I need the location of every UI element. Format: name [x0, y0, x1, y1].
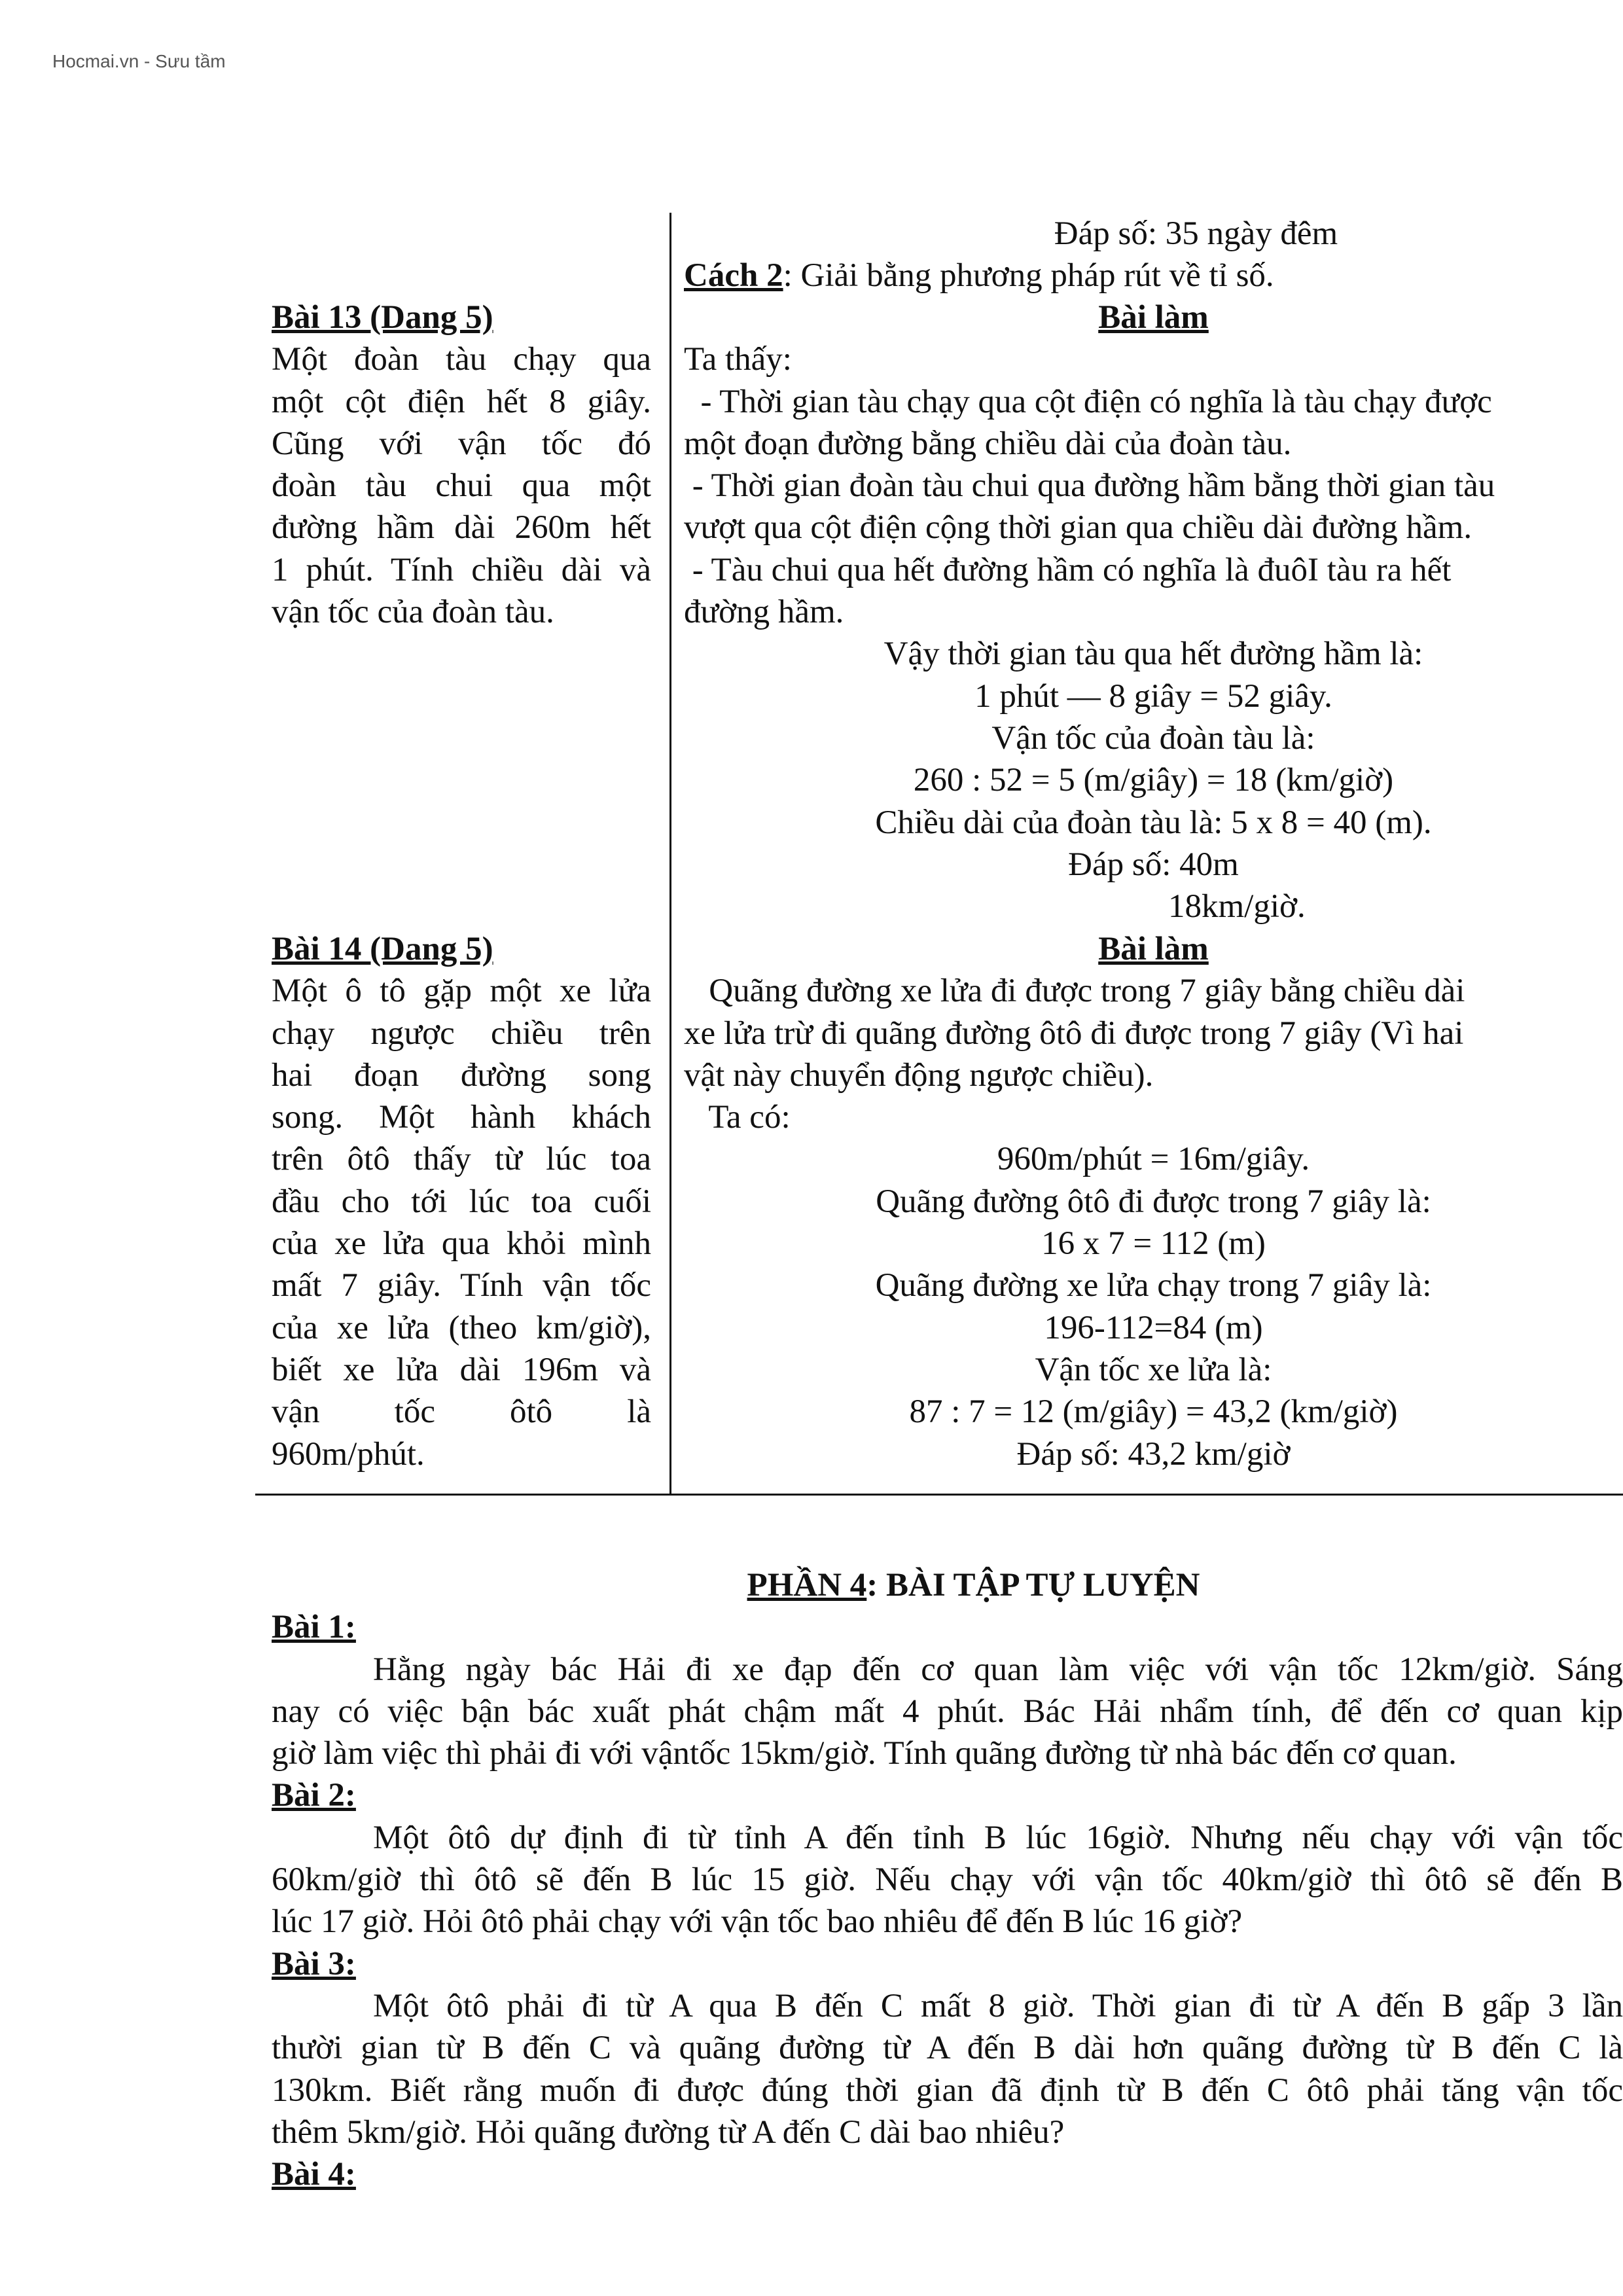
bai13-title: Bài 13 (Dang 5)	[272, 299, 493, 336]
bai14-title: Bài 14 (Dang 5)	[272, 931, 493, 967]
bai14-line: đầu cho tới lúc toa cuối	[272, 1183, 651, 1220]
solution-answer: Đáp số: 43,2 km/giờ	[1016, 1435, 1291, 1473]
exercise-line: 130km. Biết rằng muốn đi được đúng thời gian đã định từ B đến C ôtô phải tăng vận tốc	[272, 2072, 1623, 2109]
bai13-line: đường hầm dài 260m hết	[272, 509, 651, 547]
exercise-label: Bài 2:	[272, 1777, 356, 1814]
solution-line: Quãng đường xe lửa đi được trong 7 giây bằng chiều dài	[684, 973, 1465, 1010]
exercise-line: thêm 5km/giờ. Hỏi quãng đường từ A đến C dài bao nhiêu?	[272, 2113, 1065, 2151]
solution-line: 196-112=84 (m)	[1044, 1309, 1263, 1346]
solution-line: - Thời gian tàu chạy qua cột điện có nghĩa là tàu chạy được	[684, 383, 1492, 420]
solution-line: Quãng đường ôtô đi được trong 7 giây là:	[876, 1183, 1431, 1220]
solution-line: vật này chuyển động ngược chiều).	[684, 1056, 1154, 1094]
solution-line: Chiều dài của đoàn tàu là: 5 x 8 = 40 (m).	[875, 804, 1432, 841]
exercise-label: Bài 1:	[272, 1609, 356, 1646]
bai14-solution-title: Bài làm	[1098, 931, 1209, 967]
method-two-line	[684, 255, 1623, 296]
bai14-problem	[272, 928, 651, 1475]
bai14-line: song. Một hành khách	[272, 1099, 651, 1136]
solution-line: Vận tốc của đoàn tàu là:	[991, 719, 1315, 757]
bai14-line: trên ôtô thấy từ lúc toa	[272, 1141, 651, 1178]
bai13-line: một cột điện hết 8 giây.	[272, 383, 651, 420]
exercise-line: giờ làm việc thì phải đi với vậntốc 15km/giờ. Tính quãng đường từ nhà bác đến cơ quan.	[272, 1735, 1457, 1772]
bai13-solution-title: Bài làm	[1098, 299, 1209, 336]
exercise-label: Bài 4:	[272, 2156, 356, 2193]
solution-line: đường hầm.	[684, 594, 844, 631]
solution-answer: Đáp số: 40m	[1068, 846, 1239, 883]
exercise-line: lúc 17 giờ. Hỏi ôtô phải chạy với vận tốc bao nhiêu để đến B lúc 16 giờ?	[272, 1903, 1243, 1941]
bai13-problem	[272, 296, 651, 633]
solution-table	[255, 213, 1623, 1496]
solution-line: Ta thấy:	[684, 341, 792, 378]
page-header: Hocmai.vn - Sưu tầm	[52, 51, 226, 71]
bai14-line: của xe lửa (theo km/giờ),	[272, 1309, 651, 1346]
solution-line: vượt qua cột điện cộng thời gian qua chiều dài đường hầm.	[684, 509, 1472, 547]
bai13-line: 1 phút. Tính chiều dài và	[272, 551, 651, 588]
solution-line: - Thời gian đoàn tàu chui qua đường hầm bằng thời gian tàu	[684, 467, 1495, 505]
bai14-line: mất 7 giây. Tính vận tốc	[272, 1267, 651, 1304]
exercise-label: Bài 3:	[272, 1945, 356, 1982]
solution-line: một đoạn đường bằng chiều dài của đoàn tàu.	[684, 425, 1292, 462]
bai14-solution	[684, 928, 1623, 1475]
exercise-line: 60km/giờ thì ôtô sẽ đến B lúc 15 giờ. Nếu chạy với vận tốc 40km/giờ thì ôtô sẽ đến B	[272, 1861, 1623, 1899]
bai14-line: 960m/phút.	[272, 1435, 425, 1473]
bai14-line: của xe lửa qua khỏi mình	[272, 1225, 651, 1263]
bai14-line: vận tốc ôtô là	[272, 1393, 651, 1431]
solution-answer: 18km/giờ.	[1168, 888, 1306, 925]
solution-line: xe lửa trừ đi quãng đường ôtô đi được trong 7 giây (Vì hai	[684, 1014, 1464, 1052]
bai14-line: chạy ngược chiều trên	[272, 1014, 651, 1052]
bai13-line: đoàn tàu chui qua một	[272, 467, 651, 505]
practice-section	[272, 1564, 1623, 2195]
column-divider	[669, 213, 671, 1496]
bai13-line: Một đoàn tàu chạy qua	[272, 341, 651, 378]
section-title-rest: : BÀI TẬP TỰ LUYỆN	[866, 1567, 1200, 1604]
section-title-part: PHẦN 4	[747, 1567, 867, 1604]
solution-line: 1 phút — 8 giây = 52 giây.	[974, 677, 1332, 715]
method-label: Cách 2	[684, 257, 783, 295]
exercise-line: Một ôtô phải đi từ A qua B đến C mất 8 giờ. Thời gian đi từ A đến B gấp 3 lần	[373, 1987, 1623, 2024]
section-title	[272, 1564, 1623, 1606]
solution-line: Ta có:	[684, 1099, 791, 1136]
exercise-line: Một ôtô dự định đi từ tỉnh A đến tỉnh B lúc 16giờ. Nhưng nếu chạy với vận tốc	[373, 1819, 1623, 1856]
bai14-line: Một ô tô gặp một xe lửa	[272, 973, 651, 1010]
bai13-line: vận tốc của đoàn tàu.	[272, 594, 554, 631]
table-bottom-border	[255, 1494, 1623, 1496]
solution-line: Quãng đường xe lửa chạy trong 7 giây là:	[875, 1267, 1432, 1304]
solution-line: 16 x 7 = 112 (m)	[1041, 1225, 1266, 1263]
bai14-line: biết xe lửa dài 196m và	[272, 1351, 651, 1388]
bai14-line: hai đoạn đường song	[272, 1056, 651, 1094]
previous-answer: Đáp số: 35 ngày đêm	[1054, 215, 1338, 252]
solution-line: Vận tốc xe lửa là:	[1035, 1351, 1272, 1388]
bai13-solution	[684, 296, 1623, 927]
bai13-line: Cũng với vận tốc đó	[272, 425, 651, 462]
previous-solution-tail	[684, 213, 1623, 297]
solution-line: Vậy thời gian tàu qua hết đường hầm là:	[883, 636, 1423, 673]
solution-line: - Tàu chui qua hết đường hầm có nghĩa là đuôI tàu ra hết	[684, 551, 1452, 588]
solution-line: 260 : 52 = 5 (m/giây) = 18 (km/giờ)	[913, 762, 1394, 799]
exercise-line: Hằng ngày bác Hải đi xe đạp đến cơ quan làm việc với vận tốc 12km/giờ. Sáng	[373, 1651, 1623, 1688]
exercise-line: thười gian từ B đến C và quãng đường từ A đến B dài hơn quãng đường từ B đến C là	[272, 2030, 1623, 2067]
exercise-line: nay có việc bận bác xuất phát chậm mất 4 phút. Bác Hải nhẩm tính, để đến cơ quan kịp	[272, 1693, 1623, 1730]
solution-line: 87 : 7 = 12 (m/giây) = 43,2 (km/giờ)	[909, 1393, 1398, 1431]
method-text: : Giải bằng phương pháp rút về tỉ số.	[783, 257, 1274, 295]
solution-line: 960m/phút = 16m/giây.	[997, 1141, 1310, 1178]
